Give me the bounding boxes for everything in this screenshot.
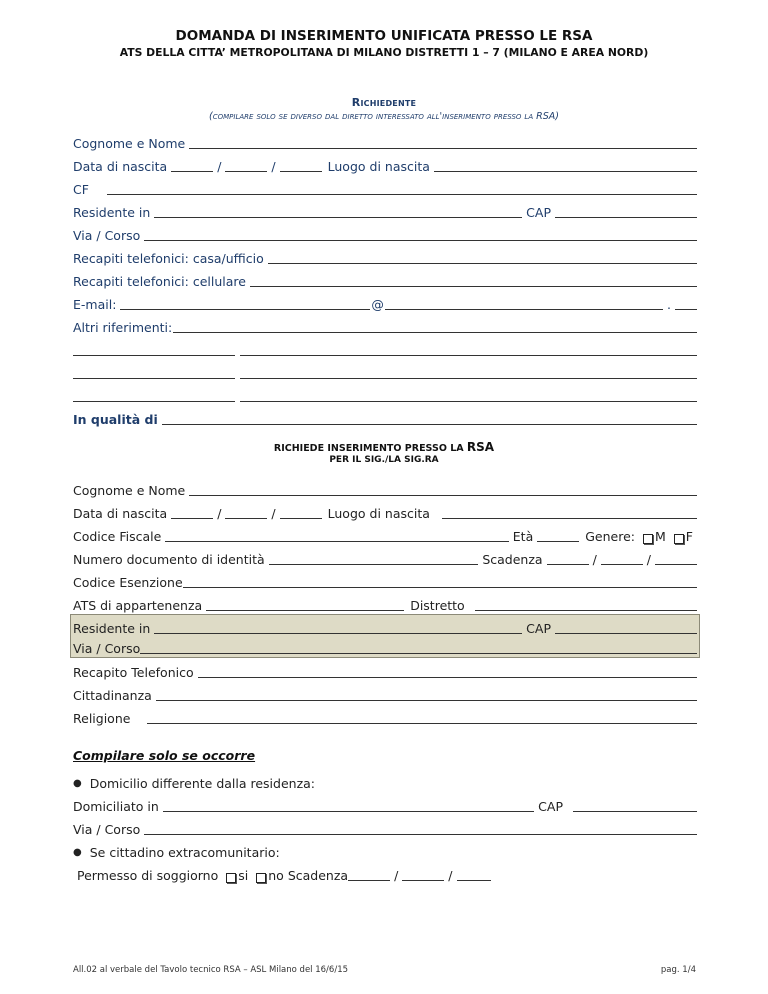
domicile-street-field[interactable] <box>144 820 697 835</box>
permit-no-checkbox[interactable] <box>256 873 266 883</box>
richiedente-phone-mobile-label: Recapiti telefonici: cellulare <box>73 274 246 289</box>
beneficiario-exemption-field[interactable] <box>183 573 697 588</box>
richiedente-street-field[interactable] <box>144 226 697 241</box>
richiedente-residence-label: Residente in <box>73 205 151 220</box>
richiedente-heading: Richiedente <box>351 96 417 109</box>
beneficiario-birth-year-field[interactable] <box>280 504 322 519</box>
richiedente-residence-row <box>73 201 697 221</box>
beneficiario-expiry-year-field[interactable] <box>655 550 697 565</box>
other-ref-detail-field-2[interactable] <box>240 364 697 379</box>
richiedente-name-label: Cognome e Nome <box>73 136 186 151</box>
beneficiario-religion-field[interactable] <box>147 709 697 724</box>
permit-no-label: no <box>268 868 284 883</box>
permit-yes-label: si <box>238 868 249 883</box>
richiedente-email-label: E-mail: <box>73 297 117 312</box>
bullet-icon: ● <box>73 847 82 858</box>
richiedente-other-label: Altri riferimenti: <box>73 320 173 335</box>
richiedente-phone-mobile-field[interactable] <box>250 272 697 287</box>
richiedente-role-label: In qualità di <box>73 412 158 427</box>
gender-f-label: F <box>685 529 693 544</box>
beneficiario-religion-label: Religione <box>73 711 131 726</box>
beneficiario-ats-row <box>73 594 697 614</box>
document-subtitle: ATS DELLA CITTA’ METROPOLITANA DI MILANO DISTRETTI 1 – 7 (MILANO E AREA NORD) <box>119 46 649 59</box>
richiedente-phone-home-field[interactable] <box>268 249 697 264</box>
beneficiario-residence-row <box>73 617 697 637</box>
beneficiario-expiry-day-field[interactable] <box>547 550 589 565</box>
richiedente-name-row <box>73 132 697 152</box>
beneficiario-street-label: Via / Corso <box>73 641 141 656</box>
richiedente-cap-field[interactable] <box>555 203 697 218</box>
richiedente-street-row <box>73 224 697 244</box>
beneficiario-age-label: Età <box>512 529 534 544</box>
richiedente-birth-day-field[interactable] <box>171 157 213 172</box>
beneficiario-name-label: Cognome e Nome <box>73 483 186 498</box>
richiedente-email-domain-field[interactable] <box>385 295 663 310</box>
richiedente-birthplace-field[interactable] <box>434 157 697 172</box>
richiedente-role-row <box>73 408 697 428</box>
beneficiario-birthplace-label: Luogo di nascita <box>327 506 430 521</box>
beneficiario-cap-field[interactable] <box>555 619 697 634</box>
domicile-street-row <box>73 818 697 838</box>
permit-row: Permesso di soggiorno si no Scadenza / / <box>77 864 701 884</box>
gender-f-checkbox[interactable] <box>674 534 684 544</box>
beneficiario-district-field[interactable] <box>475 596 697 611</box>
beneficiario-birthplace-field[interactable] <box>442 504 697 519</box>
beneficiario-street-field[interactable] <box>140 639 697 654</box>
other-ref-detail-field-3[interactable] <box>240 387 697 402</box>
email-at-sign: @ <box>371 297 384 312</box>
request-subheading: PER IL SIG./LA SIG.RA <box>329 455 439 465</box>
document-title: DOMANDA DI INSERIMENTO UNIFICATA PRESSO LE RSA <box>175 28 593 44</box>
beneficiario-birthdate-label: Data di nascita <box>73 506 168 521</box>
permit-expiry-month-field[interactable] <box>402 866 444 881</box>
other-ref-name-field-2[interactable] <box>73 364 235 379</box>
footer-reference: All.02 al verbale del Tavolo tecnico RSA – ASL Milano del 16/6/15 <box>73 965 349 975</box>
beneficiario-cf-field[interactable] <box>165 527 508 542</box>
beneficiario-street-row <box>73 637 697 657</box>
richiedente-phone-mobile-row <box>73 270 697 290</box>
other-ref-detail-field-1[interactable] <box>240 341 697 356</box>
beneficiario-doc-field[interactable] <box>269 550 479 565</box>
beneficiario-expiry-month-field[interactable] <box>601 550 643 565</box>
domicile-field[interactable] <box>163 797 534 812</box>
richiedente-birth-month-field[interactable] <box>225 157 267 172</box>
beneficiario-birth-day-field[interactable] <box>171 504 213 519</box>
beneficiario-residence-field[interactable] <box>154 619 522 634</box>
gender-m-checkbox[interactable] <box>643 534 653 544</box>
richiedente-cf-field[interactable] <box>107 180 697 195</box>
beneficiario-citizenship-label: Cittadinanza <box>73 688 152 703</box>
richiedente-other-row <box>73 316 697 336</box>
beneficiario-gender-label: Genere: <box>585 529 635 544</box>
beneficiario-expiry-label: Scadenza <box>482 552 543 567</box>
request-heading <box>0 440 768 454</box>
richiedente-other-line-2 <box>73 362 697 382</box>
richiedente-residence-field[interactable] <box>154 203 522 218</box>
bullet-icon: ● <box>73 778 82 789</box>
richiedente-other-line-1 <box>73 339 697 359</box>
extracomunitario-bullet-row <box>73 841 697 861</box>
beneficiario-age-field[interactable] <box>537 527 579 542</box>
domicile-cap-label: CAP <box>538 799 563 814</box>
richiedente-birthplace-label: Luogo di nascita <box>327 159 430 174</box>
email-dot: . <box>667 297 671 312</box>
beneficiario-cf-row <box>73 525 697 545</box>
richiedente-birthdate-label: Data di nascita <box>73 159 168 174</box>
richiedente-other-line-3 <box>73 385 697 405</box>
beneficiario-birth-row: Data di nascita / / Luogo di nascita <box>73 502 697 522</box>
richiedente-birth-year-field[interactable] <box>280 157 322 172</box>
domicile-row <box>73 795 697 815</box>
request-heading-text: RICHIEDE INSERIMENTO PRESSO LA <box>273 443 464 454</box>
beneficiario-name-row <box>73 479 697 499</box>
other-ref-name-field-3[interactable] <box>73 387 235 402</box>
beneficiario-phone-label: Recapito Telefonico <box>73 665 194 680</box>
beneficiario-doc-label: Numero documento di identità <box>73 552 265 567</box>
beneficiario-citizenship-field[interactable] <box>156 686 697 701</box>
beneficiario-name-field[interactable] <box>189 481 697 496</box>
permit-expiry-day-field[interactable] <box>348 866 390 881</box>
beneficiario-citizenship-row <box>73 684 697 704</box>
permit-expiry-year-field[interactable] <box>457 866 491 881</box>
beneficiario-phone-row <box>73 661 697 681</box>
beneficiario-residence-label: Residente in <box>73 621 151 636</box>
richiedente-cap-label: CAP <box>526 205 551 220</box>
beneficiario-religion-row <box>73 707 697 727</box>
gender-m-label: M <box>655 529 666 544</box>
domicile-bullet-text: Domicilio differente dalla residenza: <box>89 776 316 791</box>
richiedente-email-tld-field[interactable] <box>675 295 697 310</box>
richiedente-note: (compilare solo se diverso dal diretto interessato all'inserimento presso la RSA) <box>209 111 559 122</box>
richiedente-other-field[interactable] <box>173 318 697 333</box>
richiedente-street-label: Via / Corso <box>73 228 141 243</box>
beneficiario-phone-field[interactable] <box>198 663 697 678</box>
richiedente-phone-home-row <box>73 247 697 267</box>
beneficiario-cf-label: Codice Fiscale <box>73 529 162 544</box>
beneficiario-district-label: Distretto <box>410 598 465 613</box>
permit-expiry-label: Scadenza <box>287 868 349 883</box>
domicile-bullet-row <box>73 772 697 792</box>
beneficiario-cap-label: CAP <box>526 621 551 636</box>
optional-section-heading: Compilare solo se occorre <box>73 748 256 763</box>
beneficiario-doc-row: Numero documento di identità Scadenza / / <box>73 548 697 568</box>
richiedente-email-row <box>73 293 697 313</box>
page-number: pag. 1/4 <box>660 965 696 975</box>
domicile-label: Domiciliato in <box>73 799 159 814</box>
richiedente-email-user-field[interactable] <box>120 295 370 310</box>
richiedente-cf-row <box>73 178 697 198</box>
domicile-street-label: Via / Corso <box>73 822 141 837</box>
beneficiario-exemption-row <box>73 571 697 591</box>
domicile-cap-field[interactable] <box>573 797 697 812</box>
beneficiario-birth-month-field[interactable] <box>225 504 267 519</box>
other-ref-name-field-1[interactable] <box>73 341 235 356</box>
extracomunitario-bullet-text: Se cittadino extracomunitario: <box>89 845 280 860</box>
beneficiario-exemption-label: Codice Esenzione <box>73 575 183 590</box>
richiedente-name-field[interactable] <box>189 134 697 149</box>
beneficiario-ats-label: ATS di appartenenza <box>73 598 203 613</box>
request-heading-rsa: RSA <box>466 440 495 454</box>
richiedente-role-field[interactable] <box>162 410 697 425</box>
permit-yes-checkbox[interactable] <box>226 873 236 883</box>
beneficiario-ats-field[interactable] <box>206 596 404 611</box>
permit-label: Permesso di soggiorno <box>77 868 219 883</box>
richiedente-phone-home-label: Recapiti telefonici: casa/ufficio <box>73 251 264 266</box>
richiedente-birth-row: Data di nascita / / Luogo di nascita <box>73 155 697 175</box>
richiedente-cf-label: CF <box>73 182 89 197</box>
